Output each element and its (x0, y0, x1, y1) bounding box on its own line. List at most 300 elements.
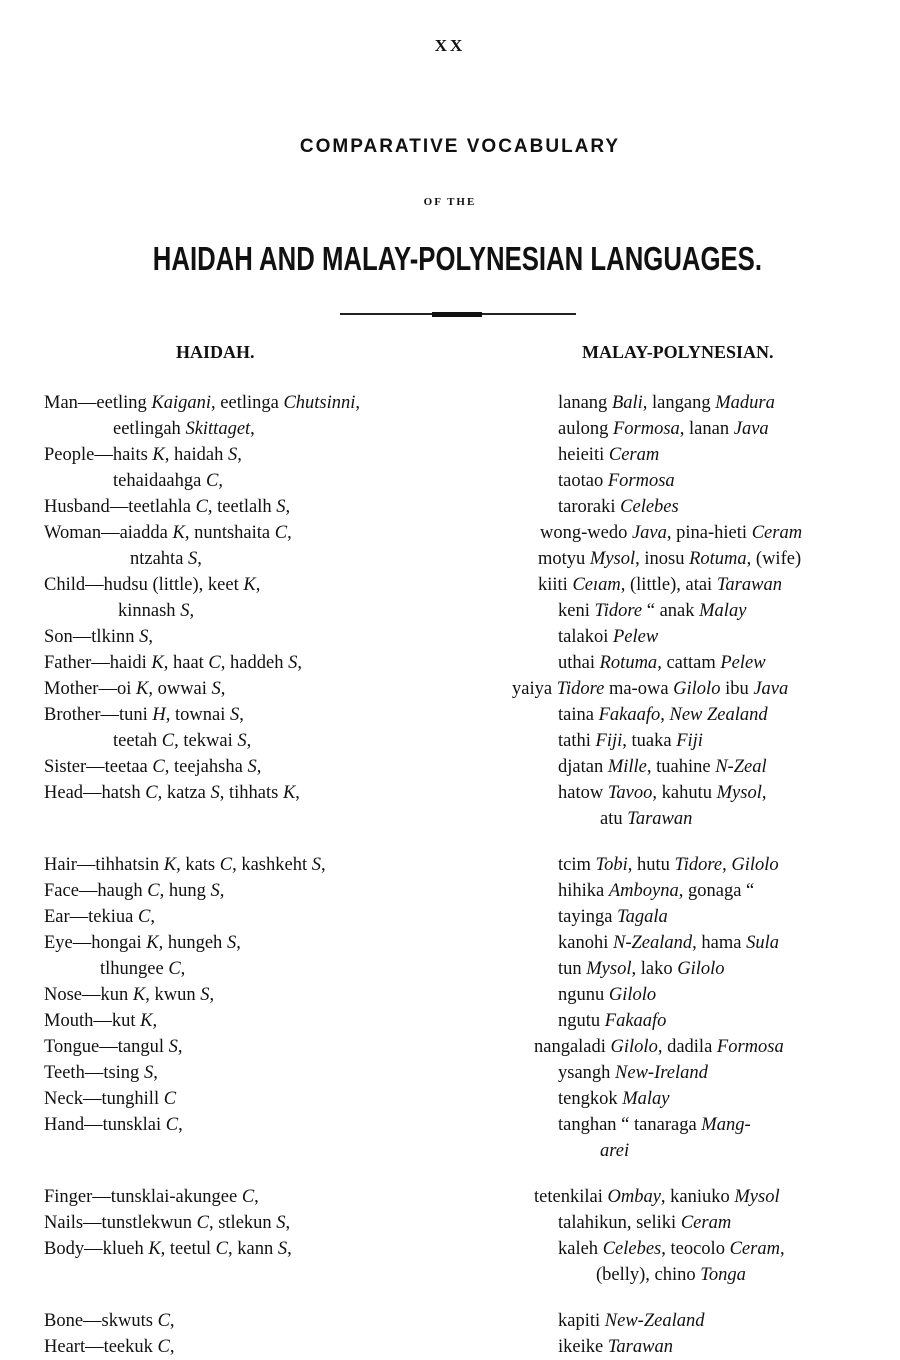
malay-polynesian-entry (558, 728, 703, 754)
source-abbrev: Formosa (612, 419, 680, 439)
source-abbrev: Gilolo (610, 1037, 658, 1057)
entry-text: wong-wedo (540, 523, 632, 543)
malay-polynesian-entry (540, 520, 802, 546)
malay-polynesian-entry (558, 1086, 670, 1112)
source-abbrev: K (151, 653, 164, 673)
entry-text: Face—haugh (44, 881, 148, 901)
entry-text: kaleh (558, 1239, 603, 1259)
entry-text: Husband—teetlahla (44, 497, 196, 517)
source-abbrev: Formosa (716, 1037, 784, 1057)
entry-text: Man—eetling (44, 393, 152, 413)
entry-text: Nails—tunstlekwun (44, 1213, 197, 1233)
malay-polynesian-entry (600, 806, 692, 832)
entry-text: ngunu (558, 985, 609, 1005)
source-abbrev: Ceram (729, 1239, 780, 1259)
source-abbrev: C (161, 731, 175, 751)
entry-text: ysangh (558, 1063, 616, 1083)
entry-text: hihika (558, 881, 609, 901)
source-abbrev: K (152, 445, 165, 465)
source-abbrev: S (226, 933, 237, 953)
source-abbrev: Java (753, 679, 789, 699)
entry-text: , kashkeht (232, 855, 312, 875)
haidah-entry (44, 1112, 183, 1138)
source-abbrev: Bali (611, 393, 643, 413)
entry-text: Sister—teetaa (44, 757, 153, 777)
source-abbrev: K (172, 523, 185, 543)
source-abbrev: Formosa (607, 471, 675, 491)
entry-text: , teetlalh (207, 497, 277, 517)
entry-text: uthai (558, 653, 600, 673)
malay-polynesian-entry (534, 1184, 780, 1210)
source-abbrev: Gilolo (608, 985, 657, 1005)
table-row (0, 982, 900, 1008)
source-abbrev: K (135, 679, 149, 699)
entry-text: , (152, 1011, 158, 1031)
source-abbrev: C (196, 1213, 209, 1233)
table-row (0, 878, 900, 904)
entry-text: , (287, 1239, 292, 1259)
entry-text: , haddeh (220, 653, 289, 673)
title-divider-center (432, 312, 482, 317)
malay-polynesian-entry (558, 598, 746, 624)
source-abbrev: C (205, 471, 219, 491)
entry-text: taotao (558, 471, 608, 491)
table-row (0, 468, 900, 494)
source-abbrev: C (165, 1115, 179, 1135)
entry-text: , (722, 855, 732, 875)
source-abbrev: Mysol (716, 783, 762, 803)
source-abbrev: C (274, 523, 288, 543)
malay-polynesian-entry (534, 1034, 784, 1060)
table-row (0, 390, 900, 416)
entry-text: , (wife) (746, 549, 802, 569)
malay-polynesian-entry (558, 1060, 708, 1086)
source-abbrev: K (140, 1011, 153, 1031)
source-abbrev: Tidore (556, 679, 605, 699)
entry-text: , townai (165, 705, 231, 725)
entry-text: , (little), atai (620, 575, 717, 595)
entry-text: , katza (157, 783, 211, 803)
entry-text: Brother—tuni (44, 705, 153, 725)
source-abbrev: S (247, 757, 257, 777)
entry-text: , (660, 705, 670, 725)
entry-text: , lako (631, 959, 678, 979)
entry-text: , (219, 881, 225, 901)
source-abbrev: S (210, 881, 220, 901)
entry-text: , haat (163, 653, 209, 673)
entry-text: Eye—hongai (44, 933, 147, 953)
malay-polynesian-entry (558, 650, 766, 676)
haidah-entry (44, 1184, 259, 1210)
entry-text: Woman—aiadda (44, 523, 173, 543)
table-row (0, 416, 900, 442)
entry-text: Finger—tunsklai-akungee (44, 1187, 242, 1207)
malay-polynesian-entry (538, 546, 801, 572)
entry-text: , cattam (657, 653, 721, 673)
table-row (0, 546, 900, 572)
source-abbrev: K (146, 933, 159, 953)
entry-text: aulong (558, 419, 613, 439)
entry-text: nangaladi (534, 1037, 611, 1057)
entry-text: , kats (176, 855, 220, 875)
entry-text: Hair—tihhatsin (44, 855, 164, 875)
entry-text: , nuntshaita (184, 523, 275, 543)
entry-text: , (256, 757, 262, 777)
haidah-entry (44, 780, 300, 806)
table-row (0, 1334, 900, 1360)
malay-polynesian-entry (558, 754, 767, 780)
source-abbrev: Ceıam (572, 575, 621, 595)
source-abbrev: Fakaafo (604, 1011, 667, 1031)
entry-text: (belly), chino (596, 1265, 701, 1285)
haidah-entry (44, 1236, 292, 1262)
haidah-entry (130, 546, 202, 572)
title-line-2: OF THE (423, 196, 477, 208)
source-abbrev: Rotuma (599, 653, 658, 673)
source-abbrev: Tagala (617, 907, 668, 927)
entry-text: Head—hatsh (44, 783, 146, 803)
entry-text: , hungeh (158, 933, 227, 953)
entry-text: Neck—tunghill (44, 1089, 164, 1109)
malay-polynesian-entry (558, 1334, 673, 1360)
source-abbrev: Kaigani (151, 393, 212, 413)
haidah-entry (44, 1034, 182, 1060)
source-abbrev: S (188, 549, 198, 569)
table-row (0, 852, 900, 878)
entry-text: , kaniuko (660, 1187, 735, 1207)
haidah-entry (113, 468, 223, 494)
entry-text: heieiti (558, 445, 609, 465)
malay-polynesian-entry (538, 572, 782, 598)
vocabulary-table (0, 390, 900, 1360)
source-abbrev: Mille (607, 757, 647, 777)
source-abbrev: Celebes (620, 497, 679, 517)
entry-text: Son—tlkinn (44, 627, 140, 647)
malay-polynesian-entry (558, 904, 668, 930)
source-abbrev: K (163, 855, 177, 875)
entry-text: , langang (642, 393, 716, 413)
entry-text: eetlingah (113, 419, 186, 439)
entry-text: , (178, 1115, 183, 1135)
entry-text: , eetlinga (211, 393, 284, 413)
source-abbrev: S (237, 731, 247, 751)
column-head-haidah: HAIDAH. (176, 342, 255, 362)
source-abbrev: K (282, 783, 296, 803)
source-abbrev: Skittaget (185, 419, 251, 439)
malay-polynesian-entry (558, 390, 775, 416)
entry-text: taroraki (558, 497, 621, 517)
entry-text: Hand—tunsklai (44, 1115, 166, 1135)
haidah-entry (44, 1210, 290, 1236)
haidah-entry (44, 442, 242, 468)
source-abbrev: Tavoo (607, 783, 653, 803)
entry-text: , teocolo (661, 1239, 730, 1259)
table-row (0, 1138, 900, 1164)
entry-text: , (180, 959, 186, 979)
entry-text: , kahutu (652, 783, 717, 803)
entry-text: lanang (558, 393, 612, 413)
table-row (0, 1086, 900, 1112)
source-abbrev: New-Zealand (604, 1311, 705, 1331)
malay-polynesian-entry (558, 1308, 704, 1334)
entry-text: talahikun, seliki (558, 1213, 681, 1233)
table-row (0, 520, 900, 546)
entry-text: kapiti (558, 1311, 605, 1331)
malay-polynesian-entry (600, 1138, 629, 1164)
haidah-entry (44, 878, 224, 904)
entry-text: People—haits (44, 445, 153, 465)
table-row (0, 676, 900, 702)
malay-polynesian-entry (558, 1236, 785, 1262)
source-abbrev: S (143, 1063, 154, 1083)
table-row (0, 1184, 900, 1210)
entry-text: , (285, 497, 291, 517)
entry-text: , lanan (679, 419, 734, 439)
haidah-entry (44, 982, 214, 1008)
entry-text: , hutu (627, 855, 675, 875)
malay-polynesian-entry (558, 956, 725, 982)
haidah-entry (44, 1060, 158, 1086)
source-abbrev: Gilolo (731, 855, 779, 875)
entry-text: , (295, 783, 300, 803)
source-abbrev: C (145, 783, 158, 803)
malay-polynesian-entry (558, 852, 779, 878)
malay-polynesian-entry (558, 416, 769, 442)
source-abbrev: C (157, 1337, 170, 1357)
source-abbrev: N-Zeal (715, 757, 767, 777)
haidah-entry (118, 598, 194, 624)
entry-text: , (254, 1187, 259, 1207)
source-abbrev: Madura (715, 393, 775, 413)
entry-text: , (320, 855, 326, 875)
entry-text: , (177, 1037, 183, 1057)
source-abbrev: C (195, 497, 208, 517)
page-number: XX (434, 36, 466, 55)
row-spacer (0, 832, 900, 852)
source-abbrev: K (132, 985, 146, 1005)
source-abbrev: Pelew (720, 653, 766, 673)
malay-polynesian-entry (558, 468, 675, 494)
haidah-entry (113, 728, 251, 754)
entry-text: ibu (720, 679, 754, 699)
source-abbrev: Pelew (612, 627, 659, 647)
entry-text: , owwai (148, 679, 212, 699)
table-row (0, 1210, 900, 1236)
table-row (0, 1112, 900, 1138)
table-row (0, 572, 900, 598)
entry-text: motyu (538, 549, 590, 569)
table-row (0, 494, 900, 520)
haidah-entry (44, 852, 326, 878)
malay-polynesian-entry (512, 676, 788, 702)
entry-text: tayinga (558, 907, 618, 927)
malay-polynesian-entry (558, 442, 659, 468)
haidah-entry (44, 930, 241, 956)
entry-text: , (355, 393, 361, 413)
table-row (0, 930, 900, 956)
source-abbrev: K (243, 575, 256, 595)
entry-text: tun (558, 959, 587, 979)
entry-text: atu (600, 809, 628, 829)
source-abbrev: C (138, 907, 151, 927)
source-abbrev: Gilolo (677, 959, 725, 979)
row-spacer (0, 1288, 900, 1308)
source-abbrev: Sula (746, 933, 779, 953)
row-spacer (0, 1164, 900, 1184)
source-abbrev: Tidore (594, 601, 643, 621)
malay-polynesian-entry (558, 878, 754, 904)
source-abbrev: Java (631, 523, 667, 543)
entry-text: kanohi (558, 933, 613, 953)
source-abbrev: S (227, 445, 238, 465)
table-row (0, 598, 900, 624)
entry-text: Father—haidi (44, 653, 152, 673)
source-abbrev: Tobi (595, 855, 628, 875)
malay-polynesian-entry (558, 930, 779, 956)
entry-text: , hung (159, 881, 211, 901)
entry-text: , haidah (164, 445, 228, 465)
table-row (0, 956, 900, 982)
haidah-entry (44, 494, 290, 520)
malay-polynesian-entry (558, 1112, 751, 1138)
table-row (0, 442, 900, 468)
table-row (0, 1262, 900, 1288)
source-abbrev: C (163, 1089, 177, 1109)
source-abbrev: C (241, 1187, 255, 1207)
haidah-entry (100, 956, 185, 982)
table-row (0, 650, 900, 676)
source-abbrev: Java (733, 419, 769, 439)
source-abbrev: New-Ireland (615, 1063, 708, 1083)
title-line-1: COMPARATIVE VOCABULARY (299, 136, 621, 157)
entry-text: , dadila (657, 1037, 717, 1057)
source-abbrev: Ceram (608, 445, 660, 465)
source-abbrev: C (168, 959, 181, 979)
entry-text: tanghan “ tanaraga (558, 1115, 702, 1135)
malay-polynesian-entry (558, 780, 766, 806)
entry-text: , tekwai (174, 731, 238, 751)
source-abbrev: Mysol (734, 1187, 780, 1207)
source-abbrev: C (219, 855, 233, 875)
table-row (0, 780, 900, 806)
table-row (0, 1308, 900, 1334)
entry-text: , tuahine (646, 757, 716, 777)
haidah-entry (44, 624, 153, 650)
source-abbrev: N-Zealand (612, 933, 693, 953)
entry-text: djatan (558, 757, 608, 777)
source-abbrev: Tonga (700, 1265, 746, 1285)
entry-text: Heart—teekuk (44, 1337, 158, 1357)
source-abbrev: Gilolo (673, 679, 721, 699)
entry-text: , (779, 1239, 785, 1259)
source-abbrev: Chutsinni (283, 393, 356, 413)
entry-text: , (285, 1213, 291, 1233)
entry-text: tengkok (558, 1089, 623, 1109)
entry-text: Teeth—tsing (44, 1063, 144, 1083)
entry-text: Body—klueh (44, 1239, 149, 1259)
haidah-entry (44, 650, 302, 676)
entry-text: tathi (558, 731, 596, 751)
haidah-entry (44, 390, 360, 416)
haidah-entry (44, 754, 261, 780)
source-abbrev: Tarawan (627, 809, 693, 829)
source-abbrev: S (139, 627, 149, 647)
source-abbrev: S (230, 705, 240, 725)
source-abbrev: Tidore (674, 855, 723, 875)
entry-text: , pina-hieti (666, 523, 752, 543)
entry-text: Bone—skwuts (44, 1311, 158, 1331)
source-abbrev: S (276, 497, 286, 517)
entry-text: ikeike (558, 1337, 608, 1357)
entry-text: , tuaka (622, 731, 677, 751)
entry-text: , stlekun (208, 1213, 277, 1233)
source-abbrev: Mang- (701, 1115, 751, 1135)
source-abbrev: C (147, 881, 160, 901)
entry-text: tcim (558, 855, 596, 875)
entry-text: , (218, 471, 223, 491)
source-abbrev: C (157, 1311, 170, 1331)
entry-text: tetenkilai (534, 1187, 608, 1207)
source-abbrev: C (152, 757, 165, 777)
entry-text: “ anak (642, 601, 700, 621)
source-abbrev: S (277, 1239, 288, 1259)
source-abbrev: K (148, 1239, 161, 1259)
entry-text: , kwun (145, 985, 201, 1005)
entry-text: , gonaga “ (678, 881, 755, 901)
source-abbrev: Fiji (595, 731, 623, 751)
entry-text: , teetul (160, 1239, 216, 1259)
entry-text: , (287, 523, 292, 543)
source-abbrev: Malay (699, 601, 747, 621)
entry-text: , (169, 1337, 175, 1357)
entry-text: , kann (227, 1239, 278, 1259)
entry-text: , (209, 985, 215, 1005)
malay-polynesian-entry (558, 982, 656, 1008)
entry-text: Child—hudsu (little), keet (44, 575, 244, 595)
table-row (0, 1236, 900, 1262)
source-abbrev: Ombay (607, 1187, 661, 1207)
entry-text: kinnash (118, 601, 181, 621)
source-abbrev: Ceram (751, 523, 803, 543)
malay-polynesian-entry (596, 1262, 746, 1288)
entry-text: , (220, 679, 226, 699)
entry-text: , (237, 445, 242, 465)
column-head-malay-polynesian: MALAY-POLYNESIAN. (582, 342, 774, 362)
source-abbrev: New Zealand (669, 705, 768, 725)
entry-text: , (761, 783, 767, 803)
malay-polynesian-entry (558, 624, 658, 650)
entry-text: , inosu (635, 549, 690, 569)
entry-text: kiiti (538, 575, 573, 595)
source-abbrev: S (168, 1037, 178, 1057)
entry-text: , (297, 653, 302, 673)
entry-text: taina (558, 705, 599, 725)
entry-text: , (153, 1063, 158, 1083)
entry-text: ngutu (558, 1011, 605, 1031)
table-row (0, 754, 900, 780)
malay-polynesian-entry (558, 1008, 666, 1034)
entry-text: , (239, 705, 244, 725)
source-abbrev: Fakaafo (598, 705, 661, 725)
table-row (0, 1034, 900, 1060)
entry-text: Nose—kun (44, 985, 133, 1005)
table-row (0, 728, 900, 754)
table-row (0, 1008, 900, 1034)
haidah-entry (44, 1086, 176, 1112)
table-row (0, 806, 900, 832)
source-abbrev: S (276, 1213, 286, 1233)
source-abbrev: Tarawan (716, 575, 782, 595)
